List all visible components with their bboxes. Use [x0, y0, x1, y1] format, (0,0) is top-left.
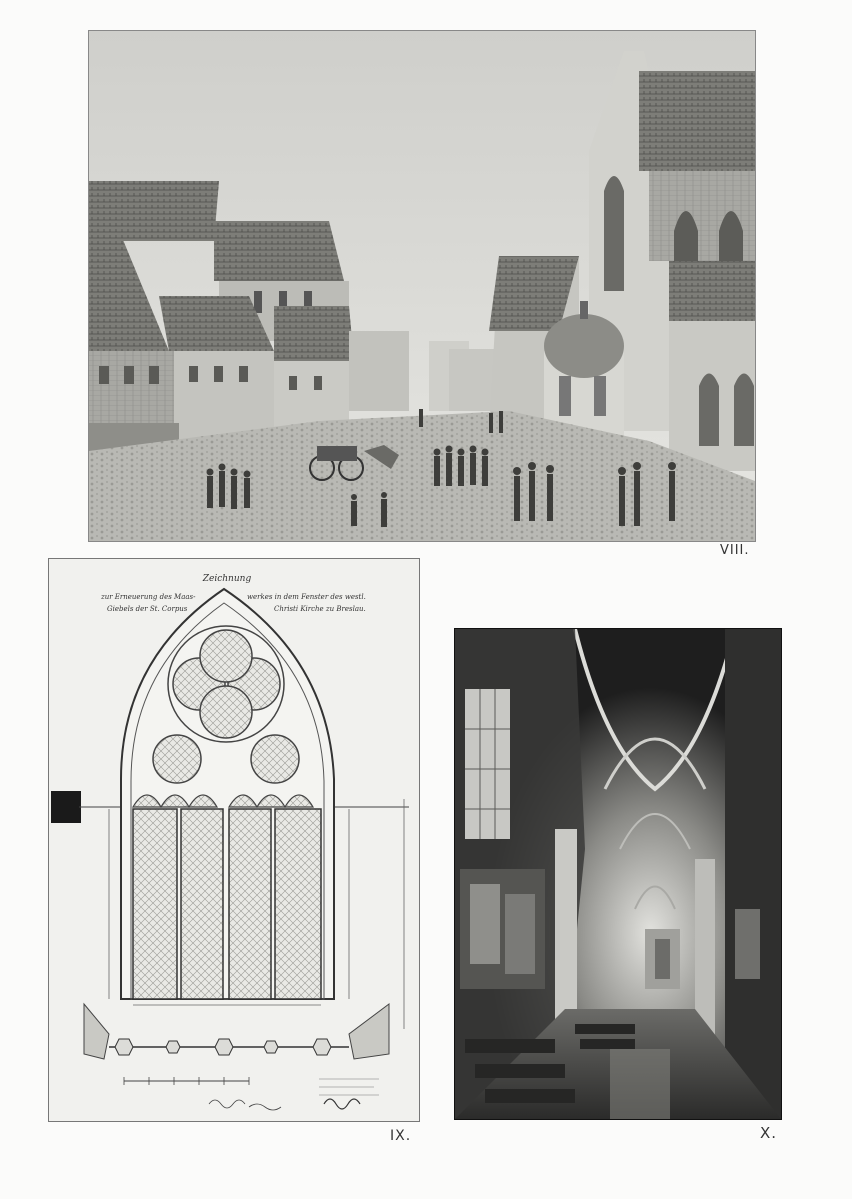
- street-scene-illustration: [89, 31, 755, 541]
- church-interior-photograph: [455, 629, 781, 1119]
- plate-number-viii: VIII.: [720, 543, 750, 558]
- plate-number-x: X.: [760, 1124, 778, 1142]
- plate-viii-street-scene: [88, 30, 756, 542]
- window-tracery-drawing: [49, 559, 419, 1121]
- caption-line2-left: Giebels der St. Corpus: [107, 605, 188, 613]
- caption-line2-right: Christi Kirche zu Breslau.: [274, 605, 366, 613]
- caption-title: Zeichnung: [202, 574, 252, 584]
- plate-ix-window-drawing: [48, 558, 420, 1122]
- caption-line1-right: werkes in dem Fenster des westl.: [247, 593, 366, 601]
- plate-number-ix: IX.: [390, 1128, 412, 1144]
- plate-x-church-interior: [454, 628, 782, 1120]
- caption-line1-left: zur Erneuerung des Maas-: [101, 593, 196, 601]
